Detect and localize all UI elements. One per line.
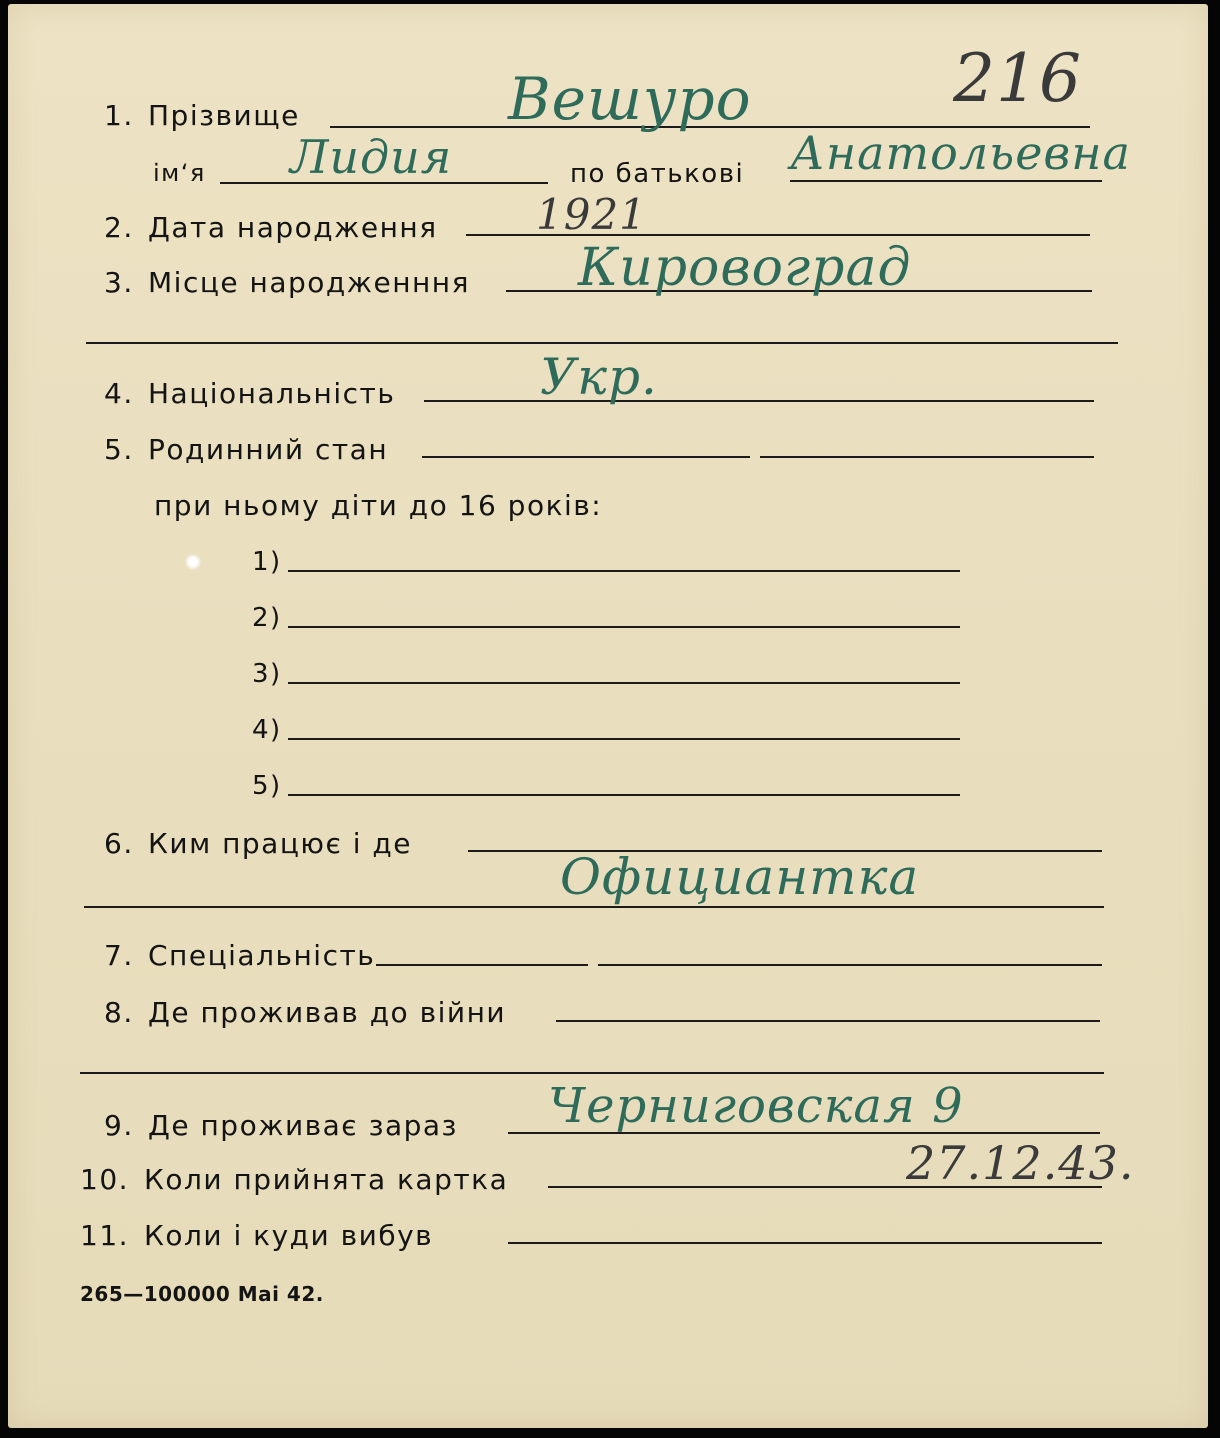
field-6-number: 6. xyxy=(104,827,134,860)
specialty-line-a xyxy=(376,964,588,966)
field-8-label: Де проживав до війни xyxy=(148,996,507,1029)
patronymic-line xyxy=(790,180,1102,182)
child-slot-4: 4) xyxy=(252,715,282,745)
specialty-line-b xyxy=(598,964,1102,966)
field-2-label: Дата народження xyxy=(148,211,438,244)
field-3-number: 3. xyxy=(104,266,134,299)
current-address-handwritten: Черниговская 9 xyxy=(548,1078,964,1134)
field-6-label: Ким працює і де xyxy=(148,827,412,860)
field-9-number: 9. xyxy=(104,1109,134,1142)
first-name-label: ім‘я xyxy=(153,159,206,187)
field-8-number: 8. xyxy=(104,996,134,1029)
field-2-number: 2. xyxy=(104,211,134,244)
patronymic-handwritten: Анатольевна xyxy=(790,126,1131,180)
first-name-handwritten: Лидия xyxy=(290,130,453,184)
field-7-label: Спеціальність xyxy=(148,939,376,972)
field-11-number: 11. xyxy=(80,1219,130,1252)
child-line-5 xyxy=(288,794,960,796)
prewar-residence-line-2 xyxy=(80,1072,1104,1074)
field-1-number: 1. xyxy=(104,99,134,132)
child-line-3 xyxy=(288,682,960,684)
field-3-label: Місце народженння xyxy=(148,266,470,299)
marital-status-line-b xyxy=(760,456,1094,458)
field-5-label: Родинний стан xyxy=(148,433,389,466)
field-10-number: 10. xyxy=(80,1163,130,1196)
child-line-2 xyxy=(288,626,960,628)
child-line-1 xyxy=(288,570,960,572)
patronymic-label: по батькові xyxy=(570,159,745,189)
occupation-handwritten: Официантка xyxy=(560,848,920,906)
field-7-number: 7. xyxy=(104,939,134,972)
birthplace-handwritten: Кировоград xyxy=(578,238,912,298)
surname-handwritten: Вешуро xyxy=(508,65,752,133)
child-slot-3: 3) xyxy=(252,659,282,689)
child-slot-5: 5) xyxy=(252,771,282,801)
card-number-handwritten: 216 xyxy=(953,40,1082,117)
print-run-footer: 265—100000 Маі 42. xyxy=(80,1282,324,1306)
field-5-number: 5. xyxy=(104,433,134,466)
field-10-label: Коли прийнята картка xyxy=(144,1163,509,1196)
child-slot-2: 2) xyxy=(252,603,282,633)
children-under-16-label: при ньому діти до 16 років: xyxy=(154,489,603,522)
birthplace-line-2 xyxy=(86,342,1118,344)
child-slot-1: 1) xyxy=(252,547,282,577)
accepted-date-handwritten: 27.12.43. xyxy=(906,1136,1135,1190)
prewar-residence-line xyxy=(556,1020,1100,1022)
field-4-number: 4. xyxy=(104,377,134,410)
field-4-label: Національність xyxy=(148,377,396,410)
field-11-label: Коли і куди вибув xyxy=(144,1219,434,1252)
registration-card xyxy=(8,4,1208,1428)
child-line-4 xyxy=(288,738,960,740)
marital-status-line-a xyxy=(422,456,750,458)
nationality-line xyxy=(424,400,1094,402)
work-line-2 xyxy=(84,906,1104,908)
birth-date-handwritten: 1921 xyxy=(536,190,647,239)
field-1-label: Прізвище xyxy=(148,99,300,132)
field-9-label: Де проживає зараз xyxy=(148,1109,458,1142)
nationality-handwritten: Укр. xyxy=(540,348,658,406)
departure-line xyxy=(508,1242,1102,1244)
punched-hole xyxy=(185,554,201,570)
